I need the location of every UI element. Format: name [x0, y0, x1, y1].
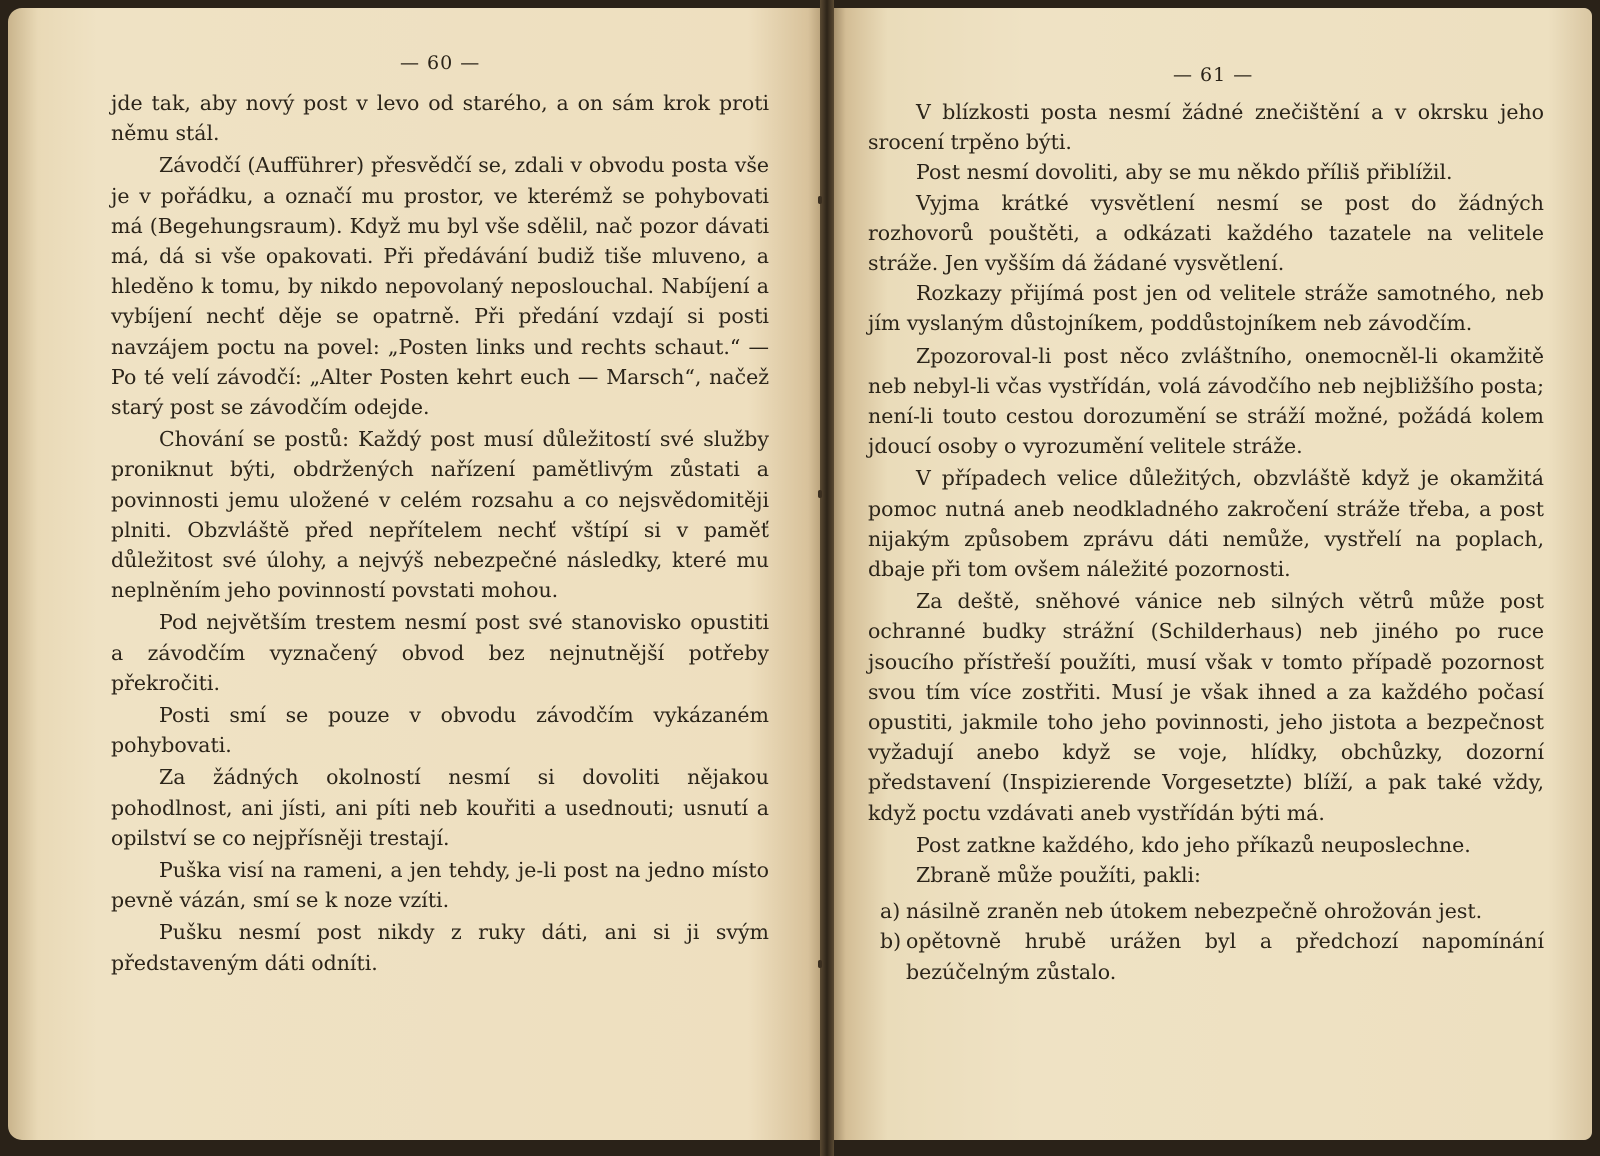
list-marker: b) — [880, 929, 902, 954]
paragraph: Post nesmí dovoliti, aby se mu někdo příliš přiblížil. — [916, 160, 1453, 185]
paragraph: V blízkosti posta nesmí žádné znečištění a v okrsku jeho srocení trpěno býti. — [868, 100, 1544, 155]
paragraph: Za deště, sněhové vánice neb silných větrů může post ochranné budky strážní (Schilderhaus) neb jiného po ruce jsoucího přístřeší použíti, musí však v tomto případě pozornost svou tím více zostřiti. Musí je však ihned a za každého počasí opustiti, jakmile toho jeho povinnosti, jeho jistota a bezpečnost vyžadují anebo když se voje, hlídky, obchůzky, dozorní představení (Inspizierende Vorgesetzte) blíží, a pak také vždy, když poctu vzdávati aneb vystřídán býti má. — [868, 589, 1544, 825]
paragraph: Závodčí (Aufführer) přesvědčí se, zdali v obvodu posta vše je v pořádku, a označí mu prostor, ve kterémž se pohybovati má (Begehungsraum). Když mu byl vše sdělil, nač pozor dávati má, dá si vše opakovati. Při předávání budiž tiše mluveno, a hleděno k tomu, by nikdo nepovolaný neposlouchal. Nabíjení a vybíjení nechť děje se opatrně. Při předání vzdají si posti navzájem poctu na povel: „Posten links und rechts schaut.“ — Po té velí závodčí: „Alter Posten kehrt euch — Marsch“, načež starý post se závodčím odejde. — [111, 153, 769, 420]
paragraph: jde tak, aby nový post v levo od starého, a on sám krok proti němu stál. — [111, 91, 769, 146]
page-number-left: — 60 — — [400, 52, 481, 74]
left-page — [8, 8, 828, 1140]
list-item — [880, 896, 1544, 926]
paragraph: Zpozoroval-li post něco zvláštního, onemocněl-li okamžitě neb nebyl-li včas vystřídán, volá závodčího neb nejbližšího posta; není-li touto cestou dorozumění se stráží možné, požádá kolem jdoucí osoby o vyrozumění velitele stráže. — [868, 343, 1544, 459]
paragraph: Pod největším trestem nesmí post své stanovisko opustiti a závodčím vyznačený obvod bez nejnutnější potřeby překročiti. — [111, 610, 769, 695]
left-page-text — [111, 88, 769, 980]
gutter-mark — [818, 960, 822, 968]
list-item-text: opětovně hrubě urážen byl a předchozí napomínání bezúčelným zůstalo. — [906, 929, 1544, 984]
paragraph: Pušku nesmí post nikdy z ruky dáti, ani si ji svým představeným dáti odníti. — [111, 920, 769, 975]
right-page-text — [868, 97, 1544, 987]
list-item-text: násilně zraněn neb útokem nebezpečně ohrožován jest. — [906, 899, 1483, 924]
gutter-mark — [818, 196, 822, 204]
right-page — [828, 8, 1592, 1140]
paragraph: Zbraně může použíti, pakli: — [916, 863, 1201, 888]
paragraph: Post zatkne každého, kdo jeho příkazů neuposlechne. — [916, 832, 1471, 857]
gutter-mark — [818, 490, 822, 498]
paragraph: Posti smí se pouze v obvodu závodčím vykázaném pohybovati. — [111, 703, 769, 758]
conditions-list — [880, 896, 1544, 987]
page-number-right: — 61 — — [1173, 64, 1254, 86]
list-item — [880, 926, 1544, 986]
paragraph: Rozkazy přijímá post jen od velitele stráže samotného, neb jím vyslaným důstojníkem, poddůstojníkem neb závodčím. — [868, 281, 1544, 336]
paragraph: V případech velice důležitých, obzvláště když je okamžitá pomoc nutná aneb neodkladného zakročení stráže třeba, a post nijakým způsobem zprávu dáti nemůže, vystřelí na poplach, dbaje při tom ovšem náležité pozornosti. — [868, 466, 1544, 582]
list-marker: a) — [880, 899, 901, 924]
paragraph: Za žádných okolností nesmí si dovoliti nějakou pohodlnost, ani jísti, ani píti neb kouřiti a usednouti; usnutí a opilství se co nejpřísněji trestají. — [111, 765, 769, 850]
book-gutter — [820, 0, 834, 1156]
paragraph: Chování se postů: Každý post musí důležitostí své služby proniknut býti, obdržených nařízení pamětlivým zůstati a povinnosti jemu uložené v celém rozsahu a co nejsvědomitěji plniti. Obzvláště před nepřítelem nechť vštípí si v paměť důležitost své úlohy, a nejvýš nebezpečné následky, které mu neplněním jeho povinností povstati mohou. — [111, 427, 769, 603]
paragraph: Puška visí na rameni, a jen tehdy, je-li post na jedno místo pevně vázán, smí se k noze vzíti. — [111, 858, 769, 913]
paragraph: Vyjma krátké vysvětlení nesmí se post do žádných rozhovorů pouštěti, a odkázati každého tazatele na velitele stráže. Jen vyšším dá žádané vysvětlení. — [868, 190, 1544, 276]
